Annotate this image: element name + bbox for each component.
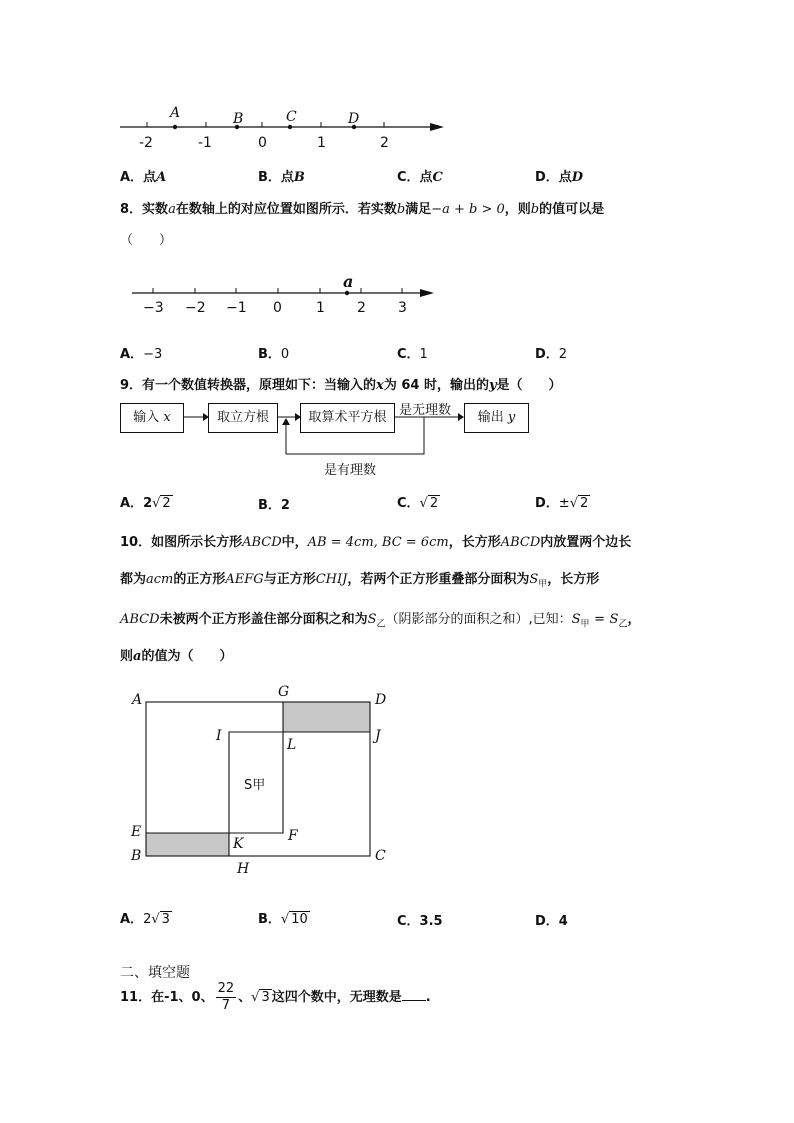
tick-label: 2 xyxy=(380,135,389,151)
point-label: D xyxy=(348,111,360,127)
q7-option-b[interactable]: B．点B xyxy=(258,170,305,185)
vertex-label: I xyxy=(216,728,222,744)
q9-option-b[interactable]: B．2 xyxy=(258,498,290,513)
vertex-label: J xyxy=(375,728,381,744)
irrational-label: 是无理数 xyxy=(399,403,452,418)
q10-line3: ABCD未被两个正方形盖住部分面积之和为$S_乙$（阴影部分的面积之和）,已知：$S_甲 = S_乙$， xyxy=(120,612,641,630)
q10-line2: 都为acm的正方形AEFG与正方形CHIJ，若两个正方形重叠部分面积为$S_甲$，长方形 xyxy=(120,572,600,590)
tick-label: 0 xyxy=(258,135,267,151)
vertex-label: K xyxy=(233,836,244,852)
tick-label: −2 xyxy=(185,300,206,316)
q8-stem: 8．实数a在数轴上的对应位置如图所示．若实数b满足−a + b > 0，则b的值可以是 xyxy=(120,202,605,217)
vertex-label: D xyxy=(375,692,387,708)
q8-option-b[interactable]: B．0 xyxy=(258,347,290,362)
q10-option-a[interactable]: A．2√ 3 xyxy=(120,912,170,927)
q9-option-a[interactable]: A．2√ 2 xyxy=(120,496,171,511)
answer-blank[interactable] xyxy=(402,988,426,1001)
q10-line1: 10．如图所示长方形ABCD中，AB = 4cm, BC = 6cm，长方形ABCD内放置两个边长 xyxy=(120,535,632,550)
tick-label: −1 xyxy=(226,300,247,316)
vertex-label: L xyxy=(287,737,297,753)
vertex-label: G xyxy=(278,684,290,700)
tick-label: 2 xyxy=(357,300,366,316)
q10-line4: 则a的值为（ ） xyxy=(120,649,233,664)
input-box: 输入 x xyxy=(120,403,184,433)
tick-label: 3 xyxy=(398,300,407,316)
vertex-label: A xyxy=(132,692,143,708)
vertex-label: E xyxy=(131,824,142,840)
tick-label: 1 xyxy=(317,135,326,151)
q9-option-c[interactable]: C．√ 2 xyxy=(397,496,439,511)
cube-root-box: 取立方根 xyxy=(208,403,278,433)
q8-option-d[interactable]: D．2 xyxy=(535,347,568,362)
tick-label: −3 xyxy=(143,300,164,316)
tick-label: -1 xyxy=(198,135,212,151)
point-label: B xyxy=(233,111,244,127)
q10-option-d[interactable]: D．4 xyxy=(535,914,568,929)
q8-option-c[interactable]: C．1 xyxy=(397,347,428,362)
tick-label: -2 xyxy=(139,135,153,151)
section-heading: 二、填空题 xyxy=(120,965,190,981)
tick-label: 0 xyxy=(273,300,282,316)
q7-option-a[interactable]: A．点A xyxy=(120,170,167,185)
q7-option-d[interactable]: D．点D xyxy=(535,170,584,185)
s-jia-label: S甲 xyxy=(244,778,266,793)
vertex-label: F xyxy=(288,828,298,844)
q9-option-d[interactable]: D．±√ 2 xyxy=(535,496,589,511)
q8-option-a[interactable]: A．−3 xyxy=(120,347,163,362)
q7-option-c[interactable]: C．点C xyxy=(397,170,443,185)
output-box: 输出 y xyxy=(464,403,529,433)
point-label: a xyxy=(343,272,354,291)
sqrt-box: 取算术平方根 xyxy=(300,403,395,433)
q10-option-c[interactable]: C．3.5 xyxy=(397,914,443,929)
vertex-label: B xyxy=(131,848,142,864)
q10-option-b[interactable]: B．√ 10 xyxy=(258,912,308,927)
point-label: C xyxy=(286,109,297,125)
tick-label: 1 xyxy=(316,300,325,316)
q8-paren: （ ） xyxy=(120,233,173,248)
vertex-label: C xyxy=(375,848,386,864)
q11-stem: 11．在-1、0、 $\frac{22}{7}$ 、√ 3 这四个数中，无理数是 . xyxy=(120,981,431,1013)
vertex-label: H xyxy=(237,861,250,877)
point-label: A xyxy=(170,105,181,121)
q9-stem: 9．有一个数值转换器，原理如下：当输入的x为 64 时，输出的y是（ ） xyxy=(120,378,562,393)
rational-label: 是有理数 xyxy=(324,463,377,478)
